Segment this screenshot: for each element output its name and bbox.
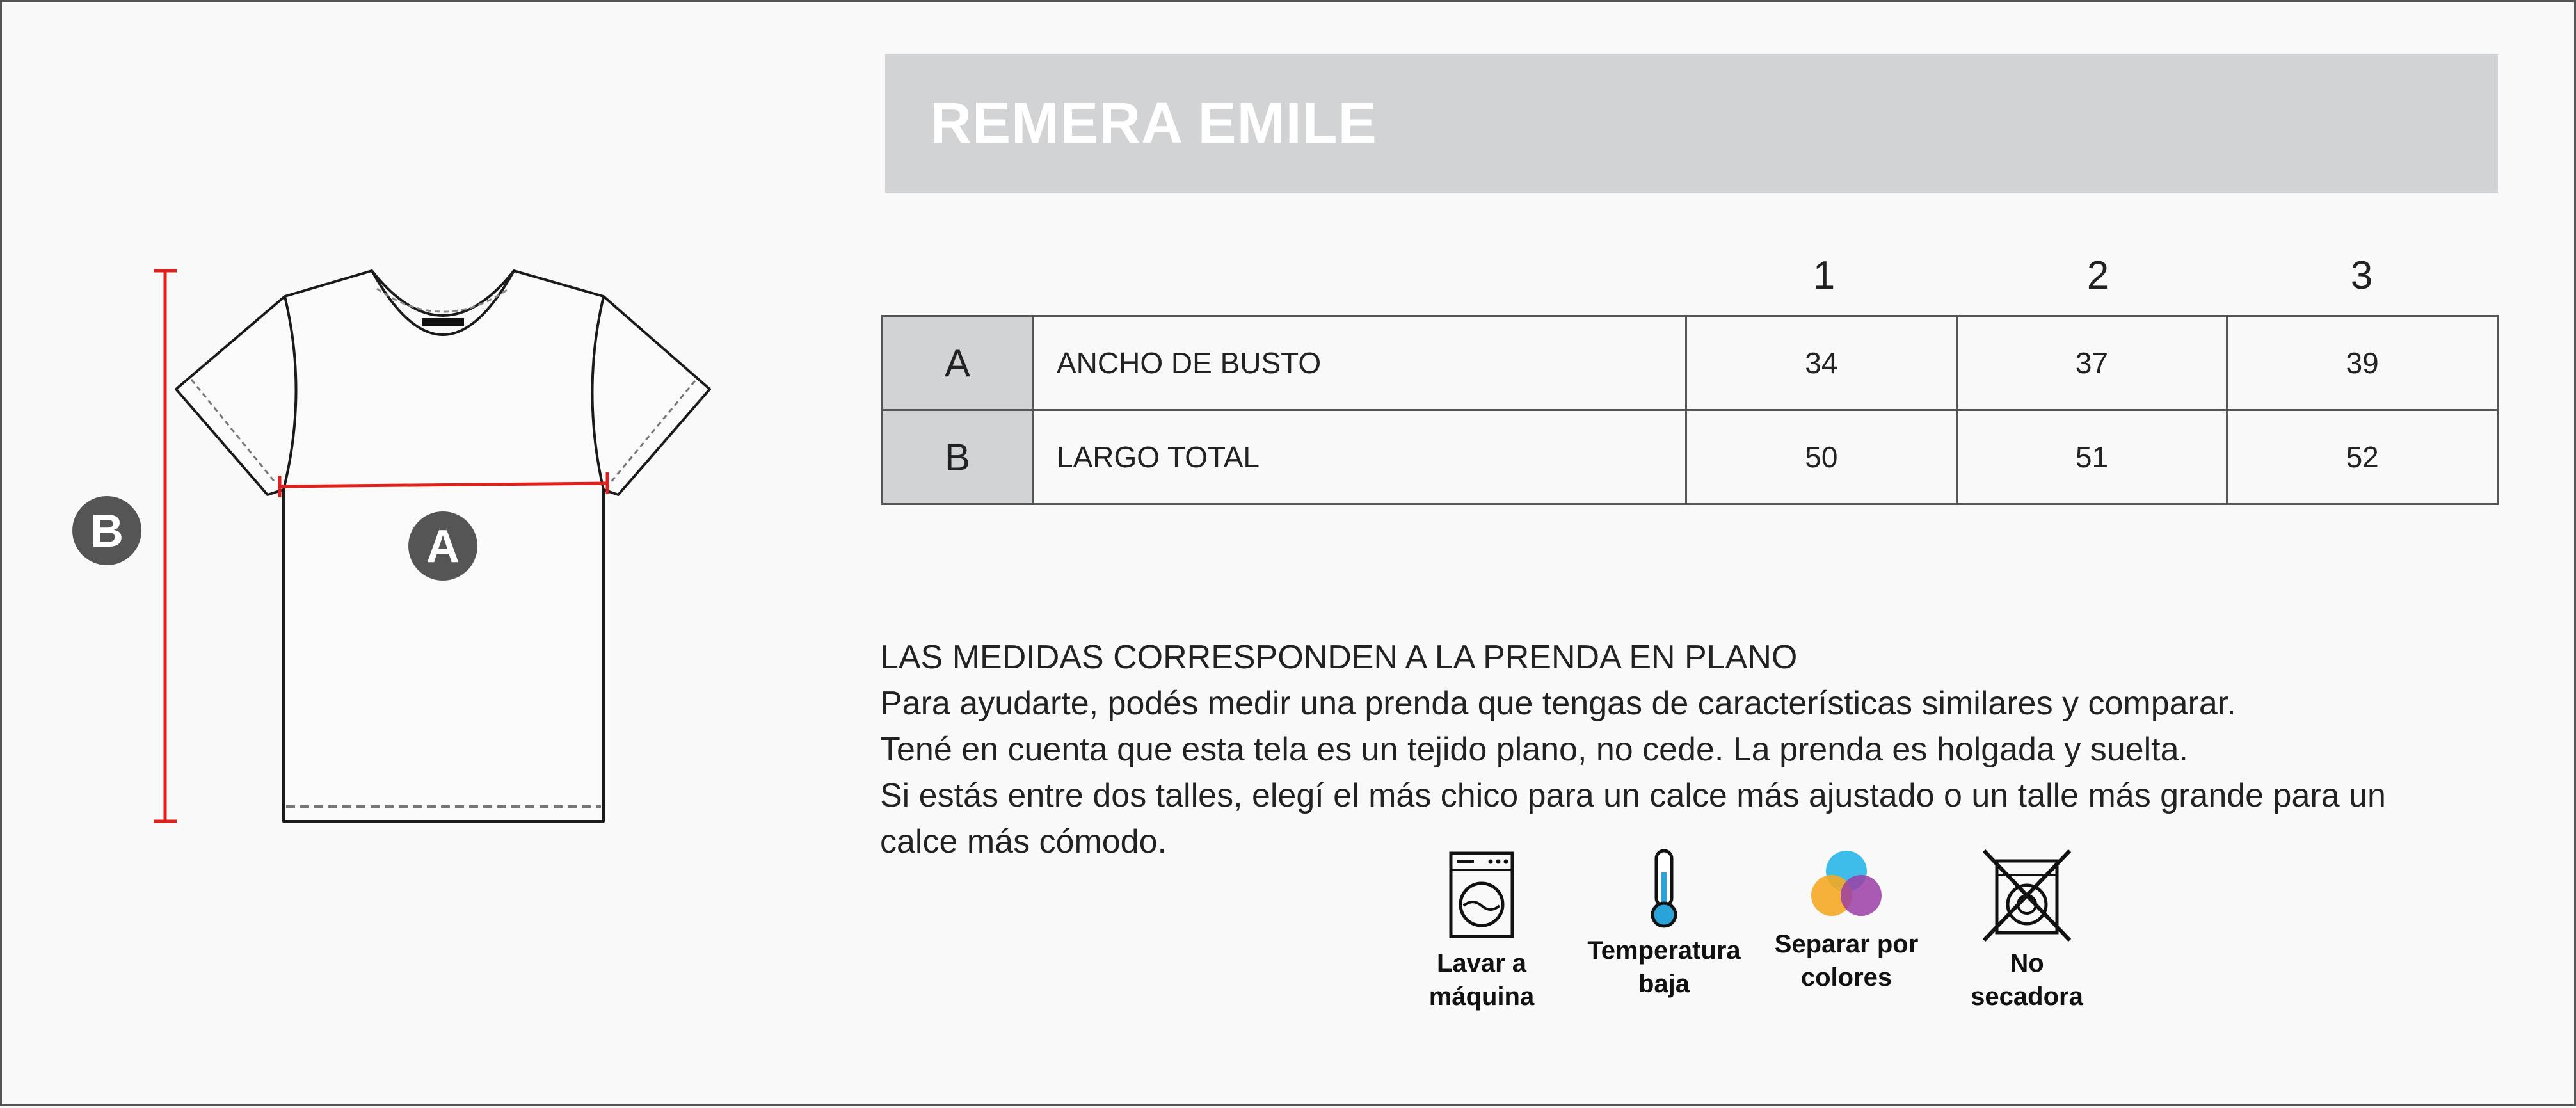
size-table	[881, 315, 2499, 505]
care-label: No	[2010, 949, 2044, 977]
table-cell: 52	[2227, 410, 2498, 504]
notes-line: Para ayudarte, podés medir una prenda que tengas de características similares y comparar.	[880, 685, 2236, 722]
neck-label-icon	[422, 318, 464, 326]
care-item-separate-colors	[1757, 847, 1936, 994]
care-label: Lavar a	[1436, 949, 1527, 977]
measurement-notes	[880, 634, 2518, 865]
care-label: Temperatura	[1587, 936, 1741, 965]
table-cell: 51	[1956, 410, 2227, 504]
row-code: A	[883, 316, 1033, 410]
marker-a	[408, 511, 477, 581]
thermometer-icon	[1642, 847, 1686, 930]
color-circles-icon	[1805, 847, 1888, 924]
size-header-2: 2	[2086, 253, 2109, 298]
care-item-no-dryer	[1937, 847, 2116, 1013]
svg-text:B: B	[90, 506, 124, 557]
care-label: máquina	[1428, 983, 1535, 1011]
row-label: LARGO TOTAL	[1033, 410, 1686, 504]
care-label: colores	[1800, 963, 1892, 992]
care-item-temperature	[1574, 847, 1754, 1000]
product-title: REMERA EMILE	[930, 91, 1377, 156]
notes-line: Si estás entre dos talles, elegí el más chico para un calce más ajustado o un talle más grande para un	[880, 777, 2386, 814]
care-item-wash	[1392, 847, 1571, 1013]
size-header-1: 1	[1812, 253, 1836, 298]
no-dryer-icon	[1979, 847, 2075, 943]
table-cell: 34	[1686, 316, 1957, 410]
row-label: ANCHO DE BUSTO	[1033, 316, 1686, 410]
washing-machine-icon	[1443, 847, 1520, 943]
table-row	[883, 410, 2498, 504]
size-header-3: 3	[2350, 253, 2373, 298]
row-code: B	[883, 410, 1033, 504]
measure-line-b	[154, 271, 177, 821]
tshirt-measure-diagram	[2, 2, 834, 1108]
table-cell: 37	[1956, 316, 2227, 410]
care-label: baja	[1638, 970, 1690, 998]
marker-b	[72, 496, 141, 565]
care-label: secadora	[1971, 983, 2083, 1011]
notes-heading: LAS MEDIDAS CORRESPONDEN A LA PRENDA EN PLANO	[880, 639, 1798, 676]
title-banner	[885, 54, 2498, 193]
table-row	[883, 316, 2498, 410]
care-label: Separar por	[1774, 930, 1919, 958]
table-cell: 50	[1686, 410, 1957, 504]
table-cell: 39	[2227, 316, 2498, 410]
notes-line: Tené en cuenta que esta tela es un tejido plano, no cede. La prenda es holgada y suelta.	[880, 731, 2188, 768]
svg-text:A: A	[426, 521, 460, 572]
notes-line: calce más cómodo.	[880, 823, 1167, 860]
